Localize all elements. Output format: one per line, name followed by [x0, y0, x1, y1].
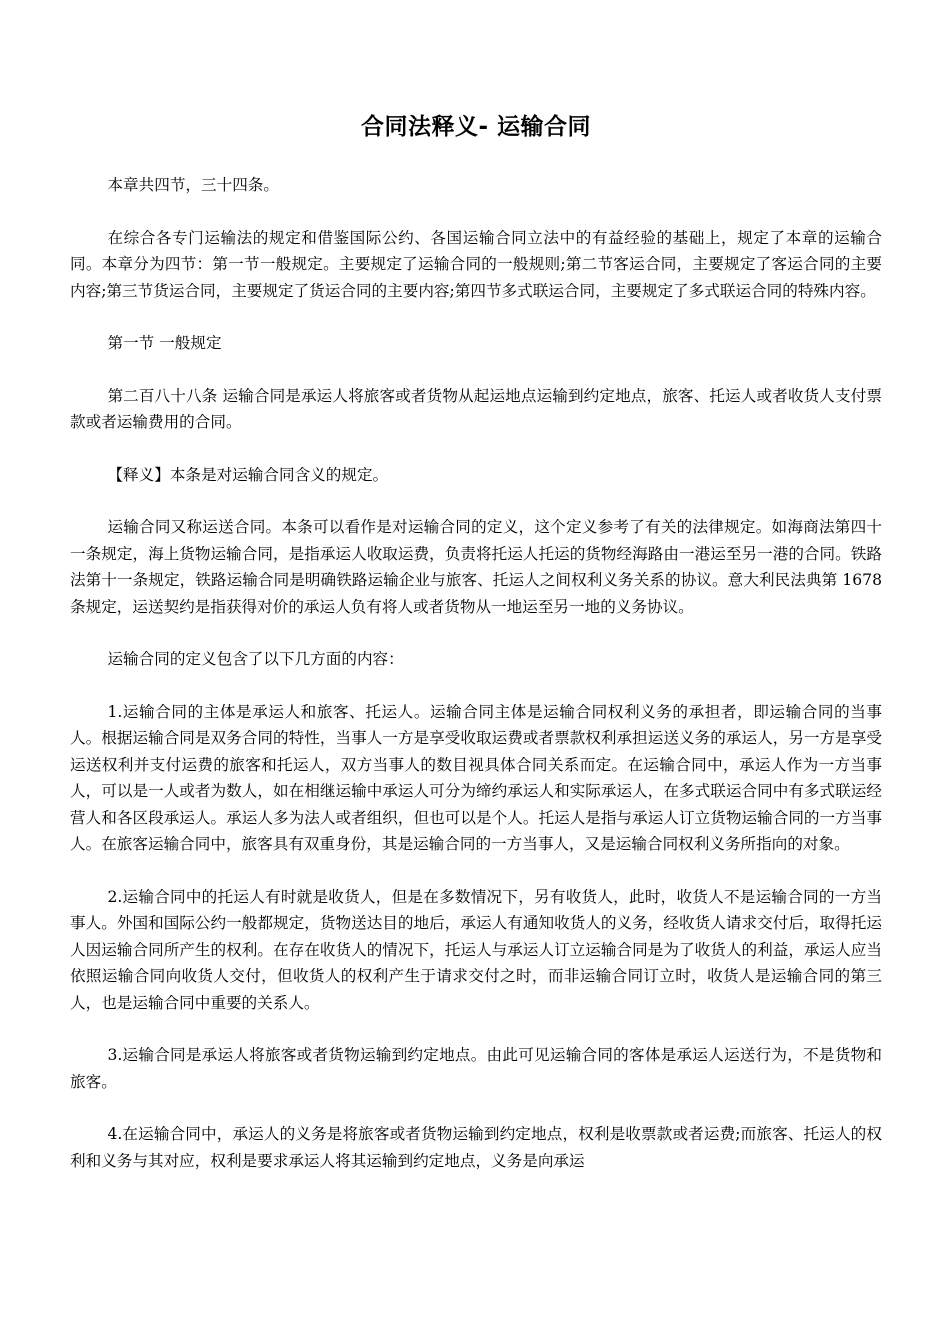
paragraph-point-2: 2.运输合同中的托运人有时就是收货人，但是在多数情况下，另有收货人，此时，收货人不是运输合同的一方当事人。外国和国际公约一般都规定，货物送达目的地后，承运人有通知收货人的义务，经收货人请求交付后，取得托运人因运输合同所产生的权利。在存在收货人的情况下，托运人与承运人订立运输合同是为了收货人的利益，承运人应当依照运输合同向收货人交付，但收货人的权利产生于请求交付之时，而非运输合同订立时，收货人是运输合同的第三人，也是运输合同中重要的关系人。	[70, 887, 882, 1012]
paragraph-point-3: 3.运输合同是承运人将旅客或者货物运输到约定地点。由此可见运输合同的客体是承运人运送行为，不是货物和旅客。	[70, 1046, 882, 1091]
paragraph-point-4: 4.在运输合同中，承运人的义务是将旅客或者货物运输到约定地点，权利是收票款或者运费;而旅客、托运人的权利和义务与其对应，权利是要求承运人将其运输到约定地点，义务是向承运	[70, 1125, 882, 1170]
paragraph-chapter-overview: 在综合各专门运输法的规定和借鉴国际公约、各国运输合同立法中的有益经验的基础上，规定了本章的运输合同。本章分为四节：第一节一般规定。主要规定了运输合同的一般规则;第二节客运合同，主要规定了客运合同的主要内容;第三节货运合同，主要规定了货运合同的主要内容;第四节多式联运合同，主要规定了多式联运合同的特殊内容。	[70, 228, 882, 300]
paragraph-point-1: 1.运输合同的主体是承运人和旅客、托运人。运输合同主体是运输合同权利义务的承担者，即运输合同的当事人。根据运输合同是双务合同的特性，当事人一方是享受收取运费或者票款权利承担运送义务的承运人，另一方是享受运送权利并支付运费的旅客和托运人，双方当事人的数目视具体合同关系而定。在运输合同中，承运人作为一方当事人，可以是一人或者为数人，如在相继运输中承运人可分为缔约承运人和实际承运人，在多式联运合同中有多式联运经营人和各区段承运人。承运人多为法人或者组织，但也可以是个人。托运人是指与承运人订立货物运输合同的一方当事人。在旅客运输合同中，旅客具有双重身份，其是运输合同的一方当事人，又是运输合同权利义务所指向的对象。	[70, 702, 882, 853]
paragraph-contents-intro: 运输合同的定义包含了以下几方面的内容：	[107, 650, 404, 668]
document-page	[70, 108, 882, 1200]
paragraph-article-288: 第二百八十八条 运输合同是承运人将旅客或者货物从起运地点运输到约定地点，旅客、托运人或者收货人支付票款或者运输费用的合同。	[70, 386, 882, 431]
paragraph-interpretation: 【释义】本条是对运输合同含义的规定。	[107, 465, 389, 484]
paragraph-definition: 运输合同又称运送合同。本条可以看作是对运输合同的定义，这个定义参考了有关的法律规定。如海商法第四十一条规定，海上货物运输合同，是指承运人收取运费，负责将托运人托运的货物经海路由一港运至另一港的合同。铁路法第十一条规定，铁路运输合同是明确铁路运输企业与旅客、托运人之间权利义务关系的协议。意大利民法典第 1678 条规定，运送契约是指获得对价的承运人负有将人或者货物从一地运至另一地的义务协议。	[70, 518, 882, 616]
section-heading: 第一节 一般规定	[107, 334, 222, 352]
paragraph-chapter-summary: 本章共四节，三十四条。	[107, 176, 279, 194]
document-title: 合同法释义- 运输合同	[360, 114, 592, 140]
document-body	[70, 172, 882, 1174]
